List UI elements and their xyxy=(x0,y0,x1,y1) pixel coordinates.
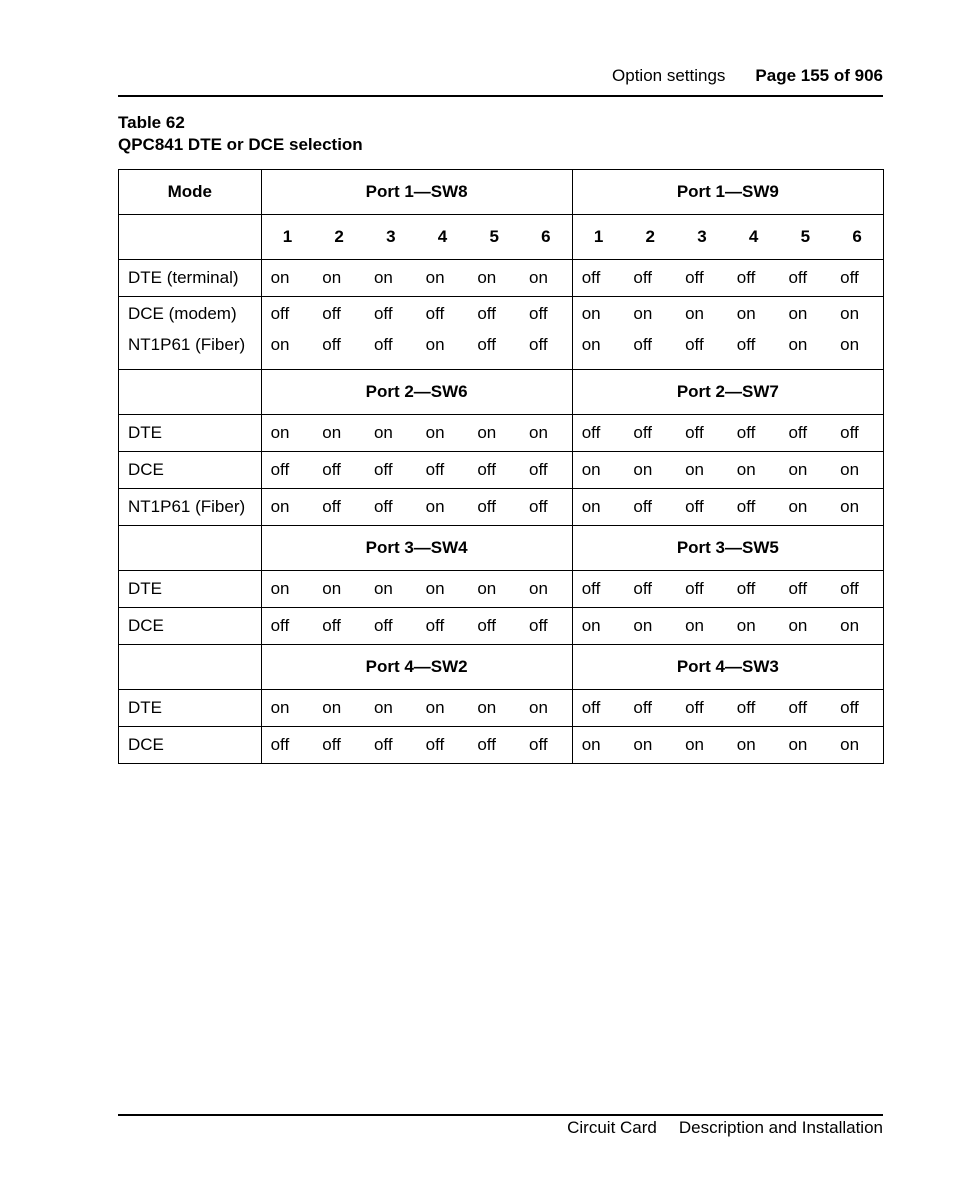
setting-cell: on xyxy=(417,260,469,297)
setting-cell: off xyxy=(477,334,496,354)
setting-cell: on xyxy=(261,489,313,526)
setting-cell: off xyxy=(728,571,780,608)
setting-cell: off xyxy=(417,297,469,333)
setting-cell: off xyxy=(261,727,313,764)
footer-doc-title: Description and Installation xyxy=(678,1118,883,1137)
setting-cell: off xyxy=(520,727,572,764)
setting-cell: on xyxy=(624,727,676,764)
setting-cell: on xyxy=(624,452,676,489)
setting-cell: off xyxy=(676,690,728,727)
footer-doc-type: Circuit Card xyxy=(567,1118,657,1137)
switch-number: 2 xyxy=(313,215,365,260)
table-row xyxy=(119,333,884,370)
table-title: QPC841 DTE or DCE selection xyxy=(118,135,363,154)
setting-cell: on xyxy=(313,260,365,297)
table-row xyxy=(119,452,884,489)
setting-cell: off xyxy=(831,690,883,727)
switch-label-right: Port 1—SW9 xyxy=(572,170,883,215)
setting-cell: off xyxy=(779,690,831,727)
setting-cell: on xyxy=(261,571,313,608)
setting-cell: off xyxy=(624,571,676,608)
setting-cell: on xyxy=(779,297,831,333)
setting-cell: on xyxy=(365,690,417,727)
setting-cell: on xyxy=(831,727,883,764)
mode-cell: DCE xyxy=(119,608,262,645)
setting-cell: off xyxy=(365,297,417,333)
setting-cell: on xyxy=(831,333,883,370)
switch-number: 3 xyxy=(676,215,728,260)
setting-cell: off xyxy=(831,260,883,297)
header-rule xyxy=(118,95,883,97)
setting-cell: off xyxy=(676,415,728,452)
mode-cell: DTE xyxy=(119,690,262,727)
setting-cell: on xyxy=(417,489,469,526)
mode-cell: DTE xyxy=(119,571,262,608)
switch-number: 5 xyxy=(468,215,520,260)
setting-cell: on xyxy=(676,608,728,645)
setting-cell: off xyxy=(779,415,831,452)
setting-cell: on xyxy=(728,297,780,333)
setting-cell: on xyxy=(468,690,520,727)
setting-cell: on xyxy=(261,690,313,727)
table-caption xyxy=(118,112,363,156)
page-header xyxy=(118,64,883,88)
setting-cell: on xyxy=(779,489,831,526)
switch-header-row xyxy=(119,170,884,215)
setting-cell: off xyxy=(468,727,520,764)
switch-number-row xyxy=(119,215,884,260)
setting-cell: on xyxy=(831,489,883,526)
switch-label-right: Port 2—SW7 xyxy=(572,370,883,415)
setting-cell: off xyxy=(728,690,780,727)
setting-cell: on xyxy=(572,452,624,489)
setting-cell: on xyxy=(831,452,883,489)
setting-cell: on xyxy=(676,452,728,489)
mode-cell: DCE (modem) xyxy=(119,297,262,333)
switch-number: 2 xyxy=(624,215,676,260)
setting-cell: on xyxy=(831,608,883,645)
setting-cell: on xyxy=(425,334,445,354)
setting-cell: off xyxy=(313,452,365,489)
switch-number: 4 xyxy=(417,215,469,260)
setting-cell: off xyxy=(417,727,469,764)
setting-cell: on xyxy=(779,452,831,489)
setting-cell: on xyxy=(520,415,572,452)
switch-header-row xyxy=(119,526,884,571)
page-footer xyxy=(118,1117,883,1139)
setting-cell: on xyxy=(365,571,417,608)
setting-cell: off xyxy=(572,571,624,608)
setting-cell: on xyxy=(261,415,313,452)
setting-cell: on xyxy=(788,334,808,354)
setting-cell: on xyxy=(831,297,883,333)
setting-cell: off xyxy=(676,260,728,297)
setting-cell: on xyxy=(468,571,520,608)
setting-cell: off xyxy=(261,297,313,333)
setting-cell: off xyxy=(520,489,572,526)
switch-label-right: Port 3—SW5 xyxy=(572,526,883,571)
setting-cell: off xyxy=(468,452,520,489)
table-row xyxy=(119,571,884,608)
setting-cell: off xyxy=(676,571,728,608)
mode-cell: NT1P61 (Fiber) xyxy=(119,333,262,370)
setting-cell: off xyxy=(313,297,365,333)
setting-cell: on xyxy=(779,727,831,764)
setting-cell: off xyxy=(728,260,780,297)
setting-cell: off xyxy=(520,452,572,489)
setting-cell: off xyxy=(365,452,417,489)
setting-cell: off xyxy=(520,333,572,370)
setting-cell: on xyxy=(313,571,365,608)
mode-cell: DTE xyxy=(119,415,262,452)
setting-cell: on xyxy=(728,452,780,489)
setting-cell: off xyxy=(468,489,520,526)
dte-dce-selection-table xyxy=(118,169,884,764)
setting-cell: on xyxy=(728,608,780,645)
setting-cell: on xyxy=(572,608,624,645)
switch-number: 6 xyxy=(831,215,883,260)
setting-cell: on xyxy=(365,260,417,297)
setting-cell: off xyxy=(313,489,365,526)
setting-cell: off xyxy=(624,260,676,297)
setting-cell: off xyxy=(468,297,520,333)
setting-cell: off xyxy=(779,260,831,297)
table-row xyxy=(119,608,884,645)
setting-cell: off xyxy=(685,334,704,354)
setting-cell: on xyxy=(417,571,469,608)
switch-number: 1 xyxy=(261,215,313,260)
setting-cell: off xyxy=(365,608,417,645)
mode-header-empty xyxy=(119,370,262,415)
setting-cell: on xyxy=(520,690,572,727)
number-row-empty xyxy=(119,215,262,260)
setting-cell: on xyxy=(624,608,676,645)
setting-cell: on xyxy=(572,727,624,764)
setting-cell: off xyxy=(417,608,469,645)
setting-cell: off xyxy=(322,334,341,354)
mode-header: Mode xyxy=(119,170,262,215)
setting-cell: off xyxy=(468,608,520,645)
switch-label-right: Port 4—SW3 xyxy=(572,645,883,690)
setting-cell: off xyxy=(572,415,624,452)
setting-cell: off xyxy=(728,489,780,526)
setting-cell: off xyxy=(831,415,883,452)
setting-cell: on xyxy=(417,690,469,727)
setting-cell: off xyxy=(373,334,393,354)
setting-cell: on xyxy=(624,297,676,333)
table-row xyxy=(119,297,884,333)
switch-number: 6 xyxy=(520,215,572,260)
mode-cell: DCE xyxy=(119,452,262,489)
switch-number: 1 xyxy=(572,215,624,260)
setting-cell: off xyxy=(624,690,676,727)
setting-cell: off xyxy=(520,297,572,333)
setting-cell: off xyxy=(261,608,313,645)
setting-cell: on xyxy=(365,415,417,452)
setting-cell: off xyxy=(572,690,624,727)
setting-cell: off xyxy=(624,415,676,452)
table-row xyxy=(119,260,884,297)
switch-label-left: Port 1—SW8 xyxy=(261,170,572,215)
setting-cell: on xyxy=(728,727,780,764)
setting-cell: on xyxy=(417,415,469,452)
mode-header-empty xyxy=(119,526,262,571)
setting-cell: off xyxy=(728,415,780,452)
mode-cell: NT1P61 (Fiber) xyxy=(119,489,262,526)
setting-cell: on xyxy=(520,260,572,297)
setting-cell: off xyxy=(831,571,883,608)
setting-cell: on xyxy=(572,297,624,333)
setting-cell: on xyxy=(572,489,624,526)
switch-number: 5 xyxy=(779,215,831,260)
switch-label-left: Port 3—SW4 xyxy=(261,526,572,571)
switch-label-left: Port 2—SW6 xyxy=(261,370,572,415)
setting-cell: on xyxy=(676,727,728,764)
setting-cell: on xyxy=(313,690,365,727)
mode-cell: DTE (terminal) xyxy=(119,260,262,297)
setting-cell: on xyxy=(779,608,831,645)
setting-cell: on xyxy=(468,260,520,297)
mode-header-empty xyxy=(119,645,262,690)
setting-cell: on xyxy=(313,415,365,452)
table-number: Table 62 xyxy=(118,113,185,132)
setting-cell: on xyxy=(270,334,290,354)
setting-cell: off xyxy=(572,260,624,297)
table-row xyxy=(119,727,884,764)
switch-header-row xyxy=(119,370,884,415)
table-row xyxy=(119,489,884,526)
section-title: Option settings xyxy=(612,66,726,85)
switch-label-left: Port 4—SW2 xyxy=(261,645,572,690)
setting-cell: off xyxy=(313,727,365,764)
setting-cell: off xyxy=(633,334,652,354)
table-row xyxy=(119,690,884,727)
setting-cell: off xyxy=(365,489,417,526)
setting-cell: off xyxy=(676,489,728,526)
setting-cell: off xyxy=(736,334,756,354)
setting-cell: off xyxy=(779,571,831,608)
page-number: Page 155 of 906 xyxy=(755,66,883,85)
switch-number: 3 xyxy=(365,215,417,260)
setting-cell: on xyxy=(468,415,520,452)
setting-cell: on xyxy=(520,571,572,608)
mode-cell: DCE xyxy=(119,727,262,764)
setting-cell: off xyxy=(520,608,572,645)
setting-cell: on xyxy=(676,297,728,333)
setting-cell: off xyxy=(624,489,676,526)
switch-number: 4 xyxy=(728,215,780,260)
setting-cell: on xyxy=(261,260,313,297)
footer-rule xyxy=(118,1114,883,1116)
setting-cell: off xyxy=(365,727,417,764)
setting-cell: on xyxy=(581,334,601,354)
setting-cell: off xyxy=(261,452,313,489)
table-row xyxy=(119,415,884,452)
setting-cell: off xyxy=(417,452,469,489)
switch-header-row xyxy=(119,645,884,690)
setting-cell: off xyxy=(313,608,365,645)
